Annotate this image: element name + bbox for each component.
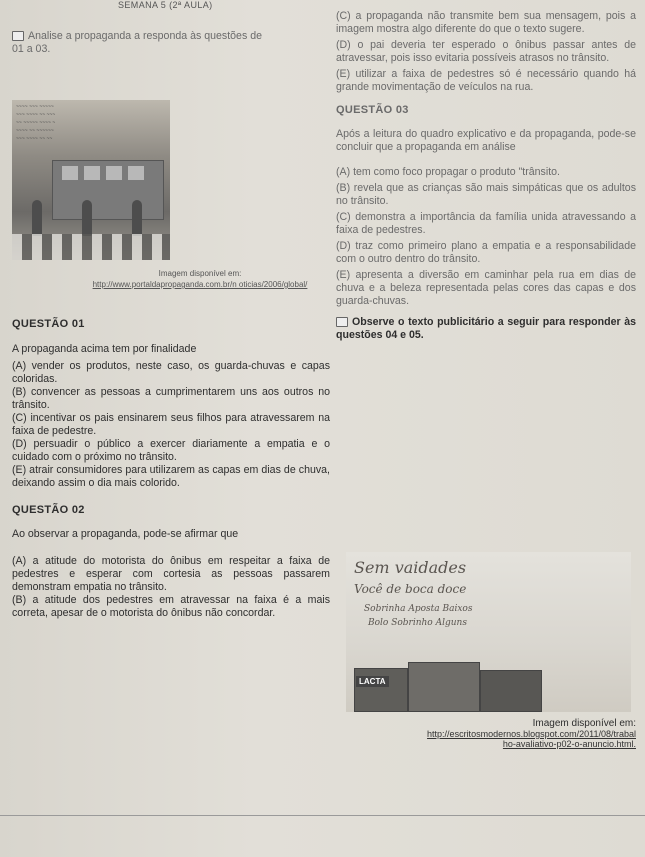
book-icon	[12, 31, 24, 41]
question-2-title: QUESTÃO 02	[12, 504, 85, 516]
question-3-title: QUESTÃO 03	[336, 104, 409, 116]
chocolate-ad-image	[346, 552, 631, 712]
question-1-option-e[interactable]: (E) atrair consumidores para utilizarem as capas em dias de chuva, deixando assim o dia mais colorido.	[12, 464, 330, 489]
question-0-option-e[interactable]: (E) utilizar a faixa de pedestres só é necessário quando há grande movimentação de veículos na rua.	[336, 68, 636, 93]
question-3-option-b[interactable]: (B) revela que as crianças são mais simpáticas que os adultos no trânsito.	[336, 182, 636, 207]
product-box	[480, 670, 542, 712]
question-1-option-c[interactable]: (C) incentivar os pais ensinarem seus filhos para atravessarem na faixa de pedestre.	[12, 412, 330, 437]
question-3-option-c[interactable]: (C) demonstra a importância da família unida atravessando a faixa de pedestres.	[336, 211, 636, 236]
instruction-1-text: Analise a propaganda a responda às questões de 01 a 03.	[12, 30, 262, 55]
question-2-stem: Ao observar a propaganda, pode-se afirmar que	[12, 528, 239, 540]
instruction-1	[12, 30, 262, 56]
image-credit-url[interactable]: http://www.portaldapropaganda.com.br/n oticias/2006/global/	[92, 280, 308, 289]
crosswalk-stripes	[12, 234, 170, 260]
image-credit-label: Imagem disponível em:	[158, 269, 242, 278]
image-credit-2	[336, 718, 636, 749]
question-2-option-a[interactable]: (A) a atitude do motorista do ônibus em respeitar a faixa de pedestres e esperar com cortesia as pessoas passarem demonstram empatia no trânsito.	[12, 555, 330, 593]
image-credit-2-url-1[interactable]: http://escritosmodernos.blogspot.com/2011/08/trabal	[427, 729, 636, 739]
handwritten-line-4: Bolo Sobrinho Alguns	[368, 618, 467, 628]
question-3-stem: Após a leitura do quadro explicativo e da propaganda, pode-se concluir que a propaganda em análise	[336, 128, 636, 153]
handwritten-line-1: Sem vaidades	[354, 558, 467, 577]
image-credit-2-url-2[interactable]: ho-avaliativo-p02-o-anuncio.html.	[502, 739, 636, 749]
pedestrian-figure	[132, 200, 142, 236]
image-credit-2-label: Imagem disponível em:	[532, 718, 636, 729]
handwritten-line-3: Sobrinha Aposta Baixos	[364, 604, 473, 614]
brand-label: LACTA	[356, 676, 389, 687]
pedestrian-figure	[82, 200, 92, 236]
question-1-option-d[interactable]: (D) persuadir o público a exercer diariamente a empatia e o cuidado com o próximo no trânsito.	[12, 438, 330, 463]
question-1-option-a[interactable]: (A) vender os produtos, neste caso, os guarda-chuvas e capas coloridas.	[12, 360, 330, 385]
question-3-option-a[interactable]: (A) tem como foco propagar o produto "trânsito.	[336, 166, 560, 178]
question-1-stem: A propaganda acima tem por finalidade	[12, 343, 197, 355]
advertisement-image: ~~~~ ~~~ ~~~~~ ~~~ ~~~~ ~~ ~~~ ~~ ~~~~~ ~~~~ ~ ~~~~ ~~ ~~~~~~ ~~~ ~~~~ ~~ ~~	[12, 100, 170, 260]
question-0-option-c[interactable]: (C) a propaganda não transmite bem sua mensagem, pois a imagem mostra algo diferente do que o texto sugere.	[336, 10, 636, 35]
question-1-option-b[interactable]: (B) convencer as pessoas a cumprimentarem uns aos outros no trânsito.	[12, 386, 330, 411]
question-3-option-e[interactable]: (E) apresenta a diversão em caminhar pela rua em dias de chuva e a beleza representada pelas cores das capas e dos guarda-chuvas.	[336, 269, 636, 307]
question-3-option-d[interactable]: (D) traz como primeiro plano a empatia e a responsabilidade com o outro dentro do trânsito.	[336, 240, 636, 265]
product-box	[354, 668, 408, 712]
question-2-option-b[interactable]: (B) a atitude dos pedestres em atravessar na faixa é a mais correta, apesar de o motorista do ônibus não concordar.	[12, 594, 330, 619]
week-header: SEMANA 5 (2ª AULA)	[118, 0, 213, 10]
left-questions	[12, 318, 330, 620]
product-box	[408, 662, 480, 712]
bottom-divider	[0, 815, 645, 816]
handwritten-line-2: Você de boca doce	[354, 582, 467, 596]
instruction-2-text: Observe o texto publicitário a seguir para responder às questões 04 e 05.	[336, 316, 636, 341]
left-column	[12, 30, 330, 56]
right-column	[336, 10, 636, 342]
pedestrian-figure	[32, 200, 42, 236]
instruction-2	[336, 316, 636, 342]
image-credit-1	[70, 268, 330, 290]
question-1-title: QUESTÃO 01	[12, 318, 85, 330]
question-0-option-d[interactable]: (D) o pai deveria ter esperado o ônibus passar antes de atravessar, pois isso evitaria possíveis atrasos no trânsito.	[336, 39, 636, 64]
book-icon	[336, 317, 348, 327]
